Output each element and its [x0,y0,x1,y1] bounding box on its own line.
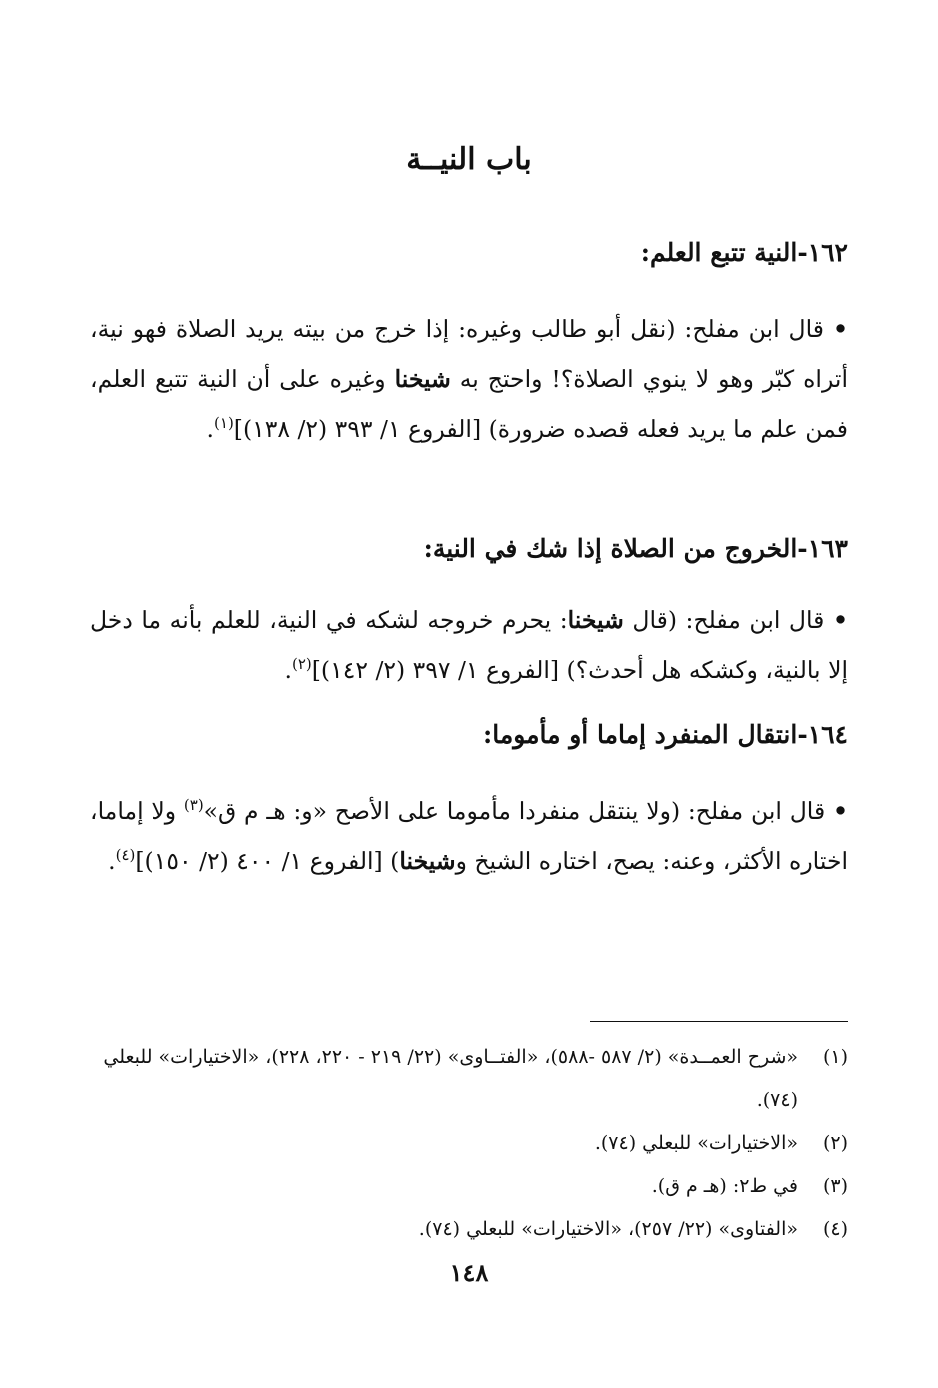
chapter-title: باب النيــة [406,142,532,177]
footnote-ref: (٣) [183,796,204,815]
footnote-number: (٤) [822,1218,848,1240]
entry-heading-164: ١٦٤-انتقال المنفرد إماما أو مأموما: [482,720,848,749]
keyword-shaykhuna: شيخنا [399,847,456,875]
footnote-text: «الاختيارات» للبعلي (٧٤). [594,1132,798,1154]
footnote-number: (٣) [822,1175,848,1197]
keyword-shaykhuna: شيخنا [394,365,451,393]
footnote-text: «الفتاوى» (٢٢/ ٢٥٧)، «الاختيارات» للبعلي (٧٤). [418,1218,798,1240]
footnote-item [90,1122,848,1165]
footnote-ref: (١) [214,414,234,433]
entry-heading-163: ١٦٣-الخروج من الصلاة إذا شك في النية: [423,534,848,563]
footnote-divider [590,1021,848,1022]
footnote-text: «شرح العمــدة» (٢/ ٥٨٧ -٥٨٨)، «الفتــاوى» (٢٢/ ٢١٩ - ٢٢٠، ٢٢٨)، «الاختيارات» للبعلي (٧٤). [103,1046,798,1111]
footnotes-list [90,1036,848,1251]
keyword-shaykhuna: شيخنا [567,606,624,634]
page-number: ١٤٨ [449,1258,489,1287]
bullet-icon: • [832,606,848,634]
footnote-item [90,1036,848,1122]
footnote-item [90,1208,848,1251]
entry-text-164: • قال ابن مفلح: (ولا ينتقل منفردا مأموما على الأصح «و: هـ م ق»$^{(٣)}$ ولا إماما، اختاره الأكثر، وعنه: يصح، اختاره الشيخ وشيخنا) [الفروع ١/ ٤٠٠ (٢/ ١٥٠)]$^{(٤)}$. [90,796,848,875]
footnote-ref: (٢) [291,655,312,674]
bullet-icon: • [832,797,848,825]
entry-text-162: • قال ابن مفلح: (نقل أبو طالب وغيره: إذا خرج من بيته يريد الصلاة فهو نية، أتراه كبّر وهو لا ينوي الصلاة؟! واحتج به شيخنا وغيره على أن النية تتبع العلم، فمن علم ما يريد فعله قصده ضرورة) [الفروع ١/ ٣٩٣ (٢/ ١٣٨)]$^{(١)}$. [90,315,848,443]
bullet-icon: • [832,315,848,343]
entry-text-163: • قال ابن مفلح: (قال شيخنا: يحرم خروجه لشكه في النية، للعلم بأنه ما دخل إلا بالنية، وكشكه هل أحدث؟) [الفروع ١/ ٣٩٧ (٢/ ١٤٢)]$^{(٢)}$. [90,606,848,684]
footnote-ref: (٤) [115,846,136,865]
footnote-text: في ط٢: (هـ م ق). [651,1175,798,1197]
entry-heading-162: ١٦٢-النية تتبع العلم: [640,238,848,267]
footnote-number: (٢) [822,1132,848,1154]
footnote-item [90,1165,848,1208]
footnote-number: (١) [822,1046,848,1068]
